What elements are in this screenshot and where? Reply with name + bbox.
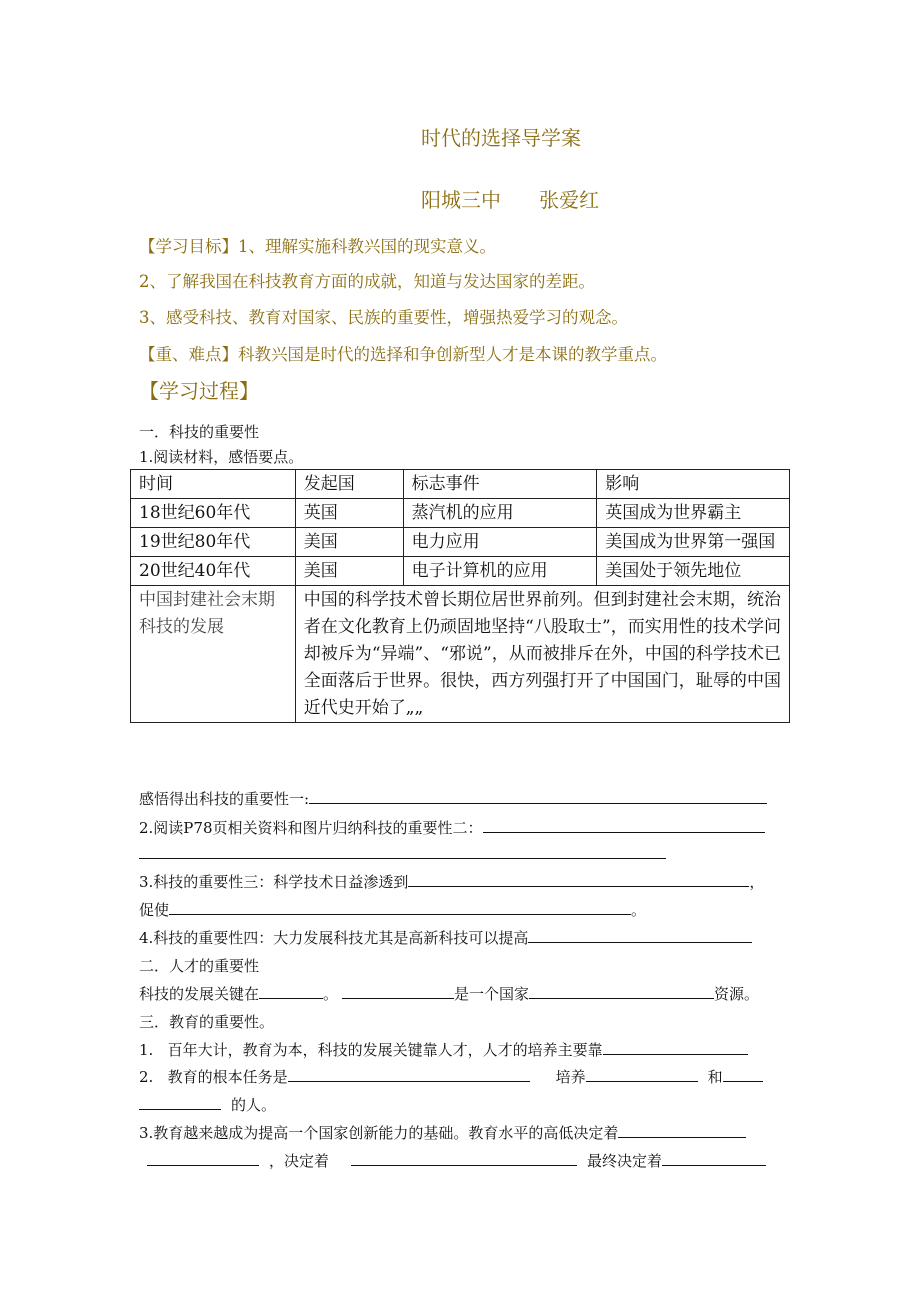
section3-line-1-text: 1. 百年大计，教育为本，科技的发展关键靠人才，人才的培养主要靠 (139, 1041, 603, 1059)
question-3b-end: 。 (631, 901, 647, 919)
section2-text: 科技的发展关键在 (139, 985, 260, 1003)
answer-blank[interactable] (408, 872, 749, 887)
history-table (130, 469, 790, 723)
section3-line-3-text: 3.教育越来越成为提高一个国家创新能力的基础。教育水平的高低决定着 (139, 1124, 619, 1142)
section3-heading: 三．教育的重要性。 (139, 1013, 275, 1031)
table-cell: 电力应用 (403, 528, 597, 557)
section2-text: 。 (323, 985, 339, 1003)
table-cell: 中国封建社会末期科技的发展 (131, 586, 296, 723)
objective-line-1: 【学习目标】1、理解实施科教兴国的现实意义。 (139, 237, 496, 256)
section2-line (139, 983, 759, 1004)
answer-blank[interactable] (147, 1151, 259, 1166)
objective-line-3: 3、感受科技、教育对国家、民族的重要性，增强热爱学习的观念。 (139, 308, 628, 327)
table-header-cell: 影响 (597, 470, 790, 499)
section3-line-2-text: 和 (707, 1068, 723, 1086)
answer-blank[interactable] (351, 1151, 577, 1166)
question-2-text: 2.阅读P78页相关资料和图片归纳科技的重要性二： (139, 819, 483, 837)
answer-blank[interactable] (259, 984, 323, 999)
objective-line-2: 2、了解我国在科技教育方面的成就，知道与发达国家的差距。 (139, 272, 595, 291)
answer-blank[interactable] (529, 984, 714, 999)
table-cell: 20世纪40年代 (131, 557, 296, 586)
table-cell: 美国处于领先地位 (597, 557, 790, 586)
answer-blank[interactable] (309, 789, 767, 804)
section3-line-2b (139, 1094, 276, 1115)
table-header-row (131, 470, 790, 499)
answer-blank[interactable] (528, 928, 752, 943)
section3-line-2-text: 培养 (555, 1068, 586, 1086)
table-header-cell: 时间 (131, 470, 296, 499)
section3-line-3 (139, 1122, 746, 1143)
question-3a-end: ， (749, 873, 765, 891)
answer-blank[interactable] (618, 1123, 746, 1138)
table-cell: 蒸汽机的应用 (403, 499, 597, 528)
table-header-cell: 标志事件 (403, 470, 597, 499)
section3-line-3b (147, 1150, 766, 1171)
question-1 (139, 788, 767, 809)
table-cell: 19世纪80年代 (131, 528, 296, 557)
section2-heading: 二．人才的重要性 (139, 957, 260, 975)
table-cell: 美国成为世界第一强国 (597, 528, 790, 557)
question-3a (139, 871, 764, 892)
section3-line-3b-text: ，决定着 (269, 1152, 330, 1170)
page-title: 时代的选择导学案 (421, 126, 581, 150)
table-row (131, 499, 790, 528)
table-cell: 英国成为世界霸主 (597, 499, 790, 528)
section3-line-2-text: 2. 教育的根本任务是 (139, 1068, 288, 1086)
section1-sub1: 1.阅读材料，感悟要点。 (139, 448, 304, 466)
section2-text: 是一个国家 (454, 985, 530, 1003)
table-cell: 美国 (295, 557, 403, 586)
question-3b (139, 899, 646, 920)
answer-blank[interactable] (169, 900, 631, 915)
section3-line-2 (139, 1066, 763, 1087)
process-heading: 【学习过程】 (139, 379, 259, 403)
table-cell: 美国 (295, 528, 403, 557)
question-4 (139, 927, 752, 948)
table-cell: 电子计算机的应用 (403, 557, 597, 586)
table-row (131, 557, 790, 586)
table-row (131, 528, 790, 557)
section3-line-3b-text: 最终决定着 (587, 1152, 663, 1170)
section2-text: 资源。 (714, 985, 760, 1003)
section1-heading: 一．科技的重要性 (139, 423, 260, 441)
answer-blank[interactable] (139, 844, 666, 859)
answer-blank[interactable] (139, 1095, 221, 1110)
answer-blank[interactable] (288, 1067, 530, 1082)
question-2 (139, 817, 765, 838)
author-line: 阳城三中 张爱红 (421, 188, 600, 212)
answer-blank[interactable] (603, 1040, 748, 1055)
answer-blank[interactable] (342, 984, 454, 999)
table-header-cell: 发起国 (295, 470, 403, 499)
table-row (131, 586, 790, 723)
question-3a-text: 3.科技的重要性三：科学技术日益渗透到 (139, 873, 409, 891)
answer-blank[interactable] (662, 1151, 766, 1166)
section3-line-1 (139, 1039, 748, 1060)
table-cell: 18世纪60年代 (131, 499, 296, 528)
answer-blank[interactable] (586, 1067, 698, 1082)
table-cell: 英国 (295, 499, 403, 528)
answer-blank[interactable] (483, 818, 765, 833)
question-3b-text: 促使 (139, 901, 170, 919)
key-points: 【重、难点】科教兴国是时代的选择和争创新型人才是本课的教学重点。 (139, 345, 667, 364)
answer-blank[interactable] (723, 1067, 763, 1082)
table-cell: 中国的科学技术曾长期位居世界前列。但到封建社会末期，统治者在文化教育上仍顽固地坚持“八股取士”，而实用性的技术学问却被斥为“异端”、“邪说”，从而被排斥在外，中国的科学技术已全面落后于世界。很快，西方列强打开了中国国门，耻辱的中国近代史开始了„„ (295, 586, 789, 723)
question-4-text: 4.科技的重要性四：大力发展科技尤其是高新科技可以提高 (139, 929, 529, 947)
section3-line-2b-text: 的人。 (231, 1096, 277, 1114)
question-1-text: 感悟得出科技的重要性一: (139, 790, 310, 808)
